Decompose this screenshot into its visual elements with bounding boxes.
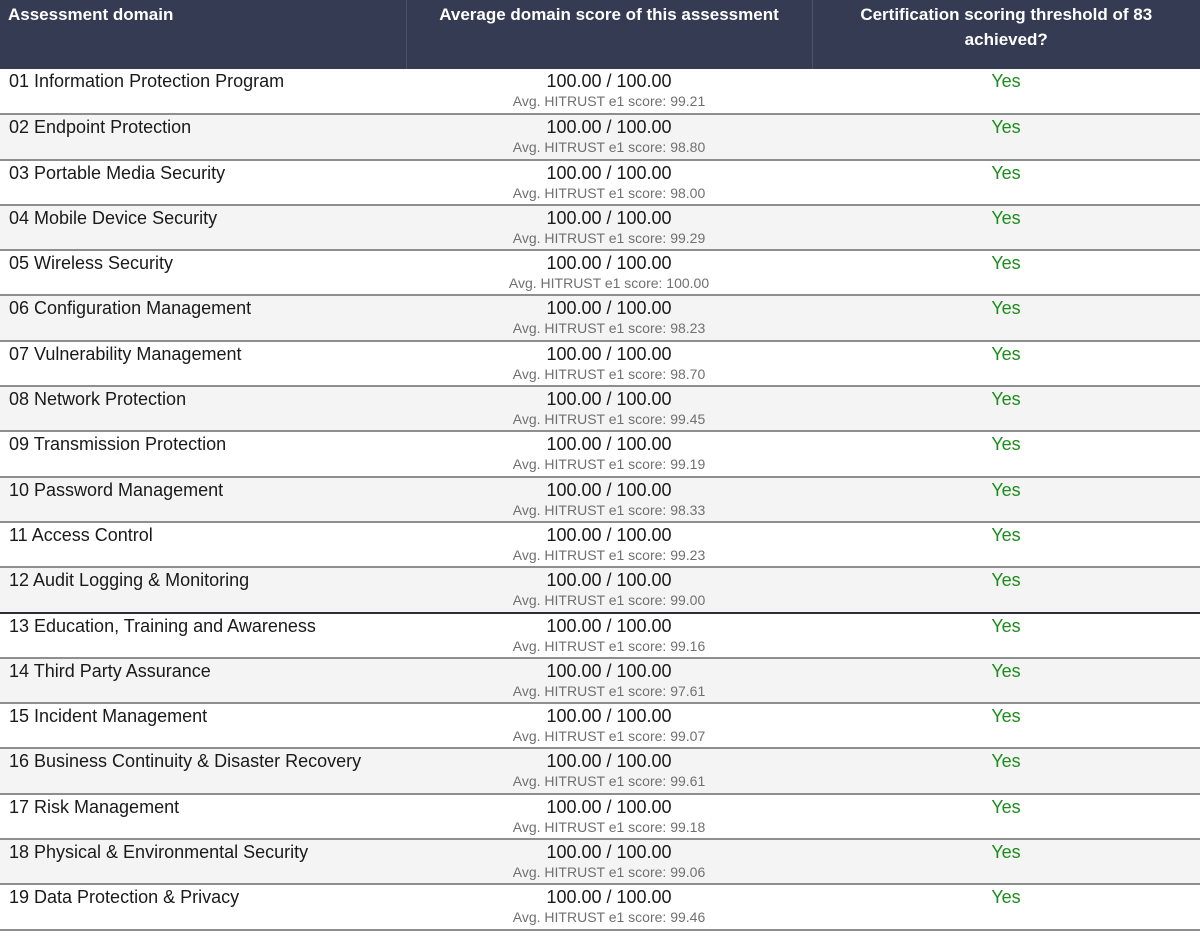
- score-cell: [406, 839, 812, 884]
- score-cell: [406, 295, 812, 340]
- table-row: [0, 884, 1200, 929]
- table-row: [0, 477, 1200, 522]
- score-cell: [406, 794, 812, 839]
- domain-name: 01 Information Protection Program: [0, 69, 406, 114]
- domain-score: 100.00 / 100.00: [546, 706, 672, 727]
- header-threshold-achieved: Certification scoring threshold of 83 achieved?: [812, 0, 1200, 69]
- score-cell: [406, 386, 812, 431]
- table-body: [0, 69, 1200, 930]
- table-row: [0, 114, 1200, 159]
- domain-score: 100.00 / 100.00: [546, 434, 672, 455]
- table-row: [0, 658, 1200, 703]
- score-cell: [406, 567, 812, 612]
- domain-name: 12 Audit Logging & Monitoring: [0, 567, 406, 612]
- table-row: [0, 160, 1200, 205]
- domain-score: 100.00 / 100.00: [546, 207, 672, 228]
- domain-name: 10 Password Management: [0, 477, 406, 522]
- avg-hitrust-score: Avg. HITRUST e1 score: 99.29: [512, 229, 706, 246]
- threshold-achieved: Yes: [812, 160, 1200, 205]
- table-row: [0, 386, 1200, 431]
- score-cell: [406, 658, 812, 703]
- threshold-achieved: Yes: [812, 794, 1200, 839]
- avg-hitrust-score: Avg. HITRUST e1 score: 98.23: [512, 320, 706, 337]
- domain-name: 18 Physical & Environmental Security: [0, 839, 406, 884]
- avg-hitrust-score: Avg. HITRUST e1 score: 99.07: [512, 728, 706, 745]
- threshold-achieved: Yes: [812, 431, 1200, 476]
- threshold-achieved: Yes: [812, 839, 1200, 884]
- domain-name: 07 Vulnerability Management: [0, 341, 406, 386]
- table-row: [0, 613, 1200, 658]
- avg-hitrust-score: Avg. HITRUST e1 score: 99.46: [512, 909, 706, 926]
- domain-name: 11 Access Control: [0, 522, 406, 567]
- table-row: [0, 69, 1200, 114]
- domain-score: 100.00 / 100.00: [546, 570, 672, 591]
- domain-name: 13 Education, Training and Awareness: [0, 613, 406, 658]
- score-cell: [406, 477, 812, 522]
- domain-score: 100.00 / 100.00: [546, 343, 672, 364]
- score-cell: [406, 205, 812, 250]
- domain-score: 100.00 / 100.00: [546, 615, 672, 636]
- table-row: [0, 431, 1200, 476]
- threshold-achieved: Yes: [812, 386, 1200, 431]
- avg-hitrust-score: Avg. HITRUST e1 score: 99.18: [512, 818, 706, 835]
- score-cell: [406, 341, 812, 386]
- domain-score: 100.00 / 100.00: [546, 796, 672, 817]
- table-row: [0, 205, 1200, 250]
- score-cell: [406, 613, 812, 658]
- score-cell: [406, 522, 812, 567]
- threshold-achieved: Yes: [812, 748, 1200, 793]
- domain-score: 100.00 / 100.00: [546, 524, 672, 545]
- domain-name: 03 Portable Media Security: [0, 160, 406, 205]
- domain-name: 17 Risk Management: [0, 794, 406, 839]
- avg-hitrust-score: Avg. HITRUST e1 score: 99.06: [512, 864, 706, 881]
- domain-score: 100.00 / 100.00: [546, 389, 672, 410]
- table-row: [0, 748, 1200, 793]
- domain-name: 04 Mobile Device Security: [0, 205, 406, 250]
- score-cell: [406, 748, 812, 793]
- table-header: [0, 0, 1200, 69]
- avg-hitrust-score: Avg. HITRUST e1 score: 99.16: [512, 637, 706, 654]
- avg-hitrust-score: Avg. HITRUST e1 score: 98.70: [512, 365, 706, 382]
- score-cell: [406, 703, 812, 748]
- table-row: [0, 794, 1200, 839]
- score-cell: [406, 69, 812, 114]
- domain-score: 100.00 / 100.00: [546, 842, 672, 863]
- threshold-achieved: Yes: [812, 477, 1200, 522]
- score-cell: [406, 250, 812, 295]
- threshold-achieved: Yes: [812, 114, 1200, 159]
- threshold-achieved: Yes: [812, 567, 1200, 612]
- avg-hitrust-score: Avg. HITRUST e1 score: 97.61: [512, 682, 706, 699]
- domain-score: 100.00 / 100.00: [546, 660, 672, 681]
- threshold-achieved: Yes: [812, 341, 1200, 386]
- avg-hitrust-score: Avg. HITRUST e1 score: 100.00: [508, 275, 710, 292]
- score-cell: [406, 431, 812, 476]
- score-cell: [406, 884, 812, 929]
- avg-hitrust-score: Avg. HITRUST e1 score: 98.80: [512, 139, 706, 156]
- threshold-achieved: Yes: [812, 613, 1200, 658]
- avg-hitrust-score: Avg. HITRUST e1 score: 99.45: [512, 411, 706, 428]
- threshold-achieved: Yes: [812, 884, 1200, 929]
- domain-score: 100.00 / 100.00: [546, 887, 672, 908]
- table-row: [0, 341, 1200, 386]
- domain-score: 100.00 / 100.00: [546, 479, 672, 500]
- avg-hitrust-score: Avg. HITRUST e1 score: 99.00: [512, 592, 706, 609]
- avg-hitrust-score: Avg. HITRUST e1 score: 99.61: [512, 773, 706, 790]
- domain-name: 16 Business Continuity & Disaster Recovery: [0, 748, 406, 793]
- threshold-achieved: Yes: [812, 703, 1200, 748]
- threshold-achieved: Yes: [812, 295, 1200, 340]
- domain-score: 100.00 / 100.00: [546, 71, 672, 91]
- domain-name: 15 Incident Management: [0, 703, 406, 748]
- score-cell: [406, 160, 812, 205]
- header-assessment-domain: Assessment domain: [0, 0, 406, 69]
- avg-hitrust-score: Avg. HITRUST e1 score: 98.00: [512, 184, 706, 201]
- avg-hitrust-score: Avg. HITRUST e1 score: 99.21: [512, 93, 706, 109]
- domain-name: 09 Transmission Protection: [0, 431, 406, 476]
- domain-name: 06 Configuration Management: [0, 295, 406, 340]
- domain-name: 02 Endpoint Protection: [0, 114, 406, 159]
- score-cell: [406, 114, 812, 159]
- domain-name: 19 Data Protection & Privacy: [0, 884, 406, 929]
- domain-name: 05 Wireless Security: [0, 250, 406, 295]
- domain-score: 100.00 / 100.00: [546, 298, 672, 319]
- table-row: [0, 839, 1200, 884]
- avg-hitrust-score: Avg. HITRUST e1 score: 98.33: [512, 501, 706, 518]
- table-row: [0, 522, 1200, 567]
- table-row: [0, 295, 1200, 340]
- table-row: [0, 567, 1200, 612]
- avg-hitrust-score: Avg. HITRUST e1 score: 99.23: [512, 546, 706, 563]
- header-average-score: Average domain score of this assessment: [406, 0, 812, 69]
- domain-score: 100.00 / 100.00: [546, 162, 672, 183]
- threshold-achieved: Yes: [812, 69, 1200, 114]
- domain-name: 08 Network Protection: [0, 386, 406, 431]
- avg-hitrust-score: Avg. HITRUST e1 score: 99.19: [512, 456, 706, 473]
- table-row: [0, 250, 1200, 295]
- domain-score: 100.00 / 100.00: [546, 751, 672, 772]
- threshold-achieved: Yes: [812, 205, 1200, 250]
- threshold-achieved: Yes: [812, 522, 1200, 567]
- table-row: [0, 703, 1200, 748]
- domain-score: 100.00 / 100.00: [546, 253, 672, 274]
- threshold-achieved: Yes: [812, 250, 1200, 295]
- threshold-achieved: Yes: [812, 658, 1200, 703]
- domain-score: 100.00 / 100.00: [546, 117, 672, 138]
- domain-name: 14 Third Party Assurance: [0, 658, 406, 703]
